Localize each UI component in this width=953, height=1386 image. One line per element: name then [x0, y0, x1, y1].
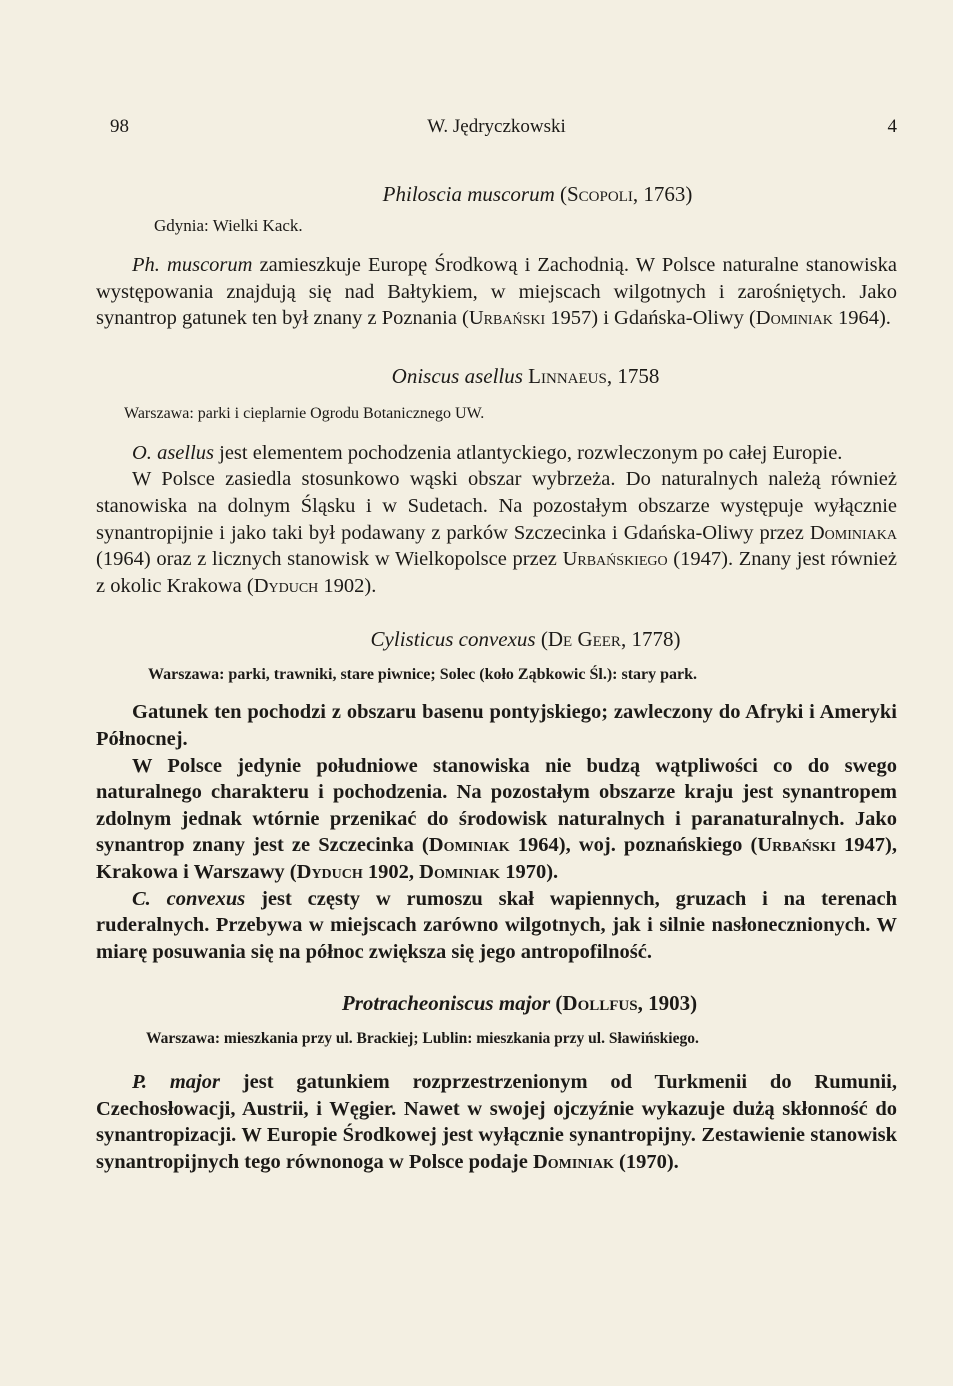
author-name: Dominiak [419, 860, 501, 883]
author-name: Urbańskiego [562, 548, 668, 571]
heading-genus: Philoscia [382, 182, 462, 206]
author-name: Dominiak [428, 834, 510, 857]
volume-number: 4 [887, 116, 897, 137]
heading-genus: Protracheoniscus [341, 991, 494, 1016]
heading-author: Scopoli [566, 182, 633, 206]
author-name: Urbański [757, 834, 836, 857]
author-name: Dominiaka [809, 521, 897, 544]
heading-paren: ( [540, 627, 548, 652]
species-epithet: convexus [166, 887, 246, 910]
paragraph-text: Gatunek ten pochodzi z obszaru basenu pontyjskiego; zawleczony do Afryki i Ameryki Północnej. [96, 701, 897, 750]
genus-abbreviation: O. [132, 441, 152, 464]
author-name: Urbański [468, 307, 546, 330]
paragraph-text: W Polsce zasiedla stosunkowo wąski obszar wybrzeża. Do naturalnych należą również stanowiska na dolnym Śląsku i w Sudetach. Na pozostałym obszarze występuje wyłącznie synantropijnie i jako taki był podawany z parków Szczecinka i Gdańska-Oliwy przez [96, 468, 897, 544]
paragraph-text: jest elementem pochodzenia atlantyckiego, rozwleczonym po całej Europie. [214, 441, 843, 464]
running-head [96, 112, 897, 142]
heading-species: major [498, 991, 551, 1016]
heading-author: Dollfus [562, 991, 638, 1016]
paragraph [96, 440, 897, 467]
paragraph-text: (1947). Znany jest również z okolic Krakowa ( [96, 548, 897, 597]
heading-species: convexus [458, 627, 536, 652]
paragraph-text: W Polsce jedynie południowe stanowiska nie budzą wątpliwości co do swego naturalnego charakteru i pochodzenia. Na pozostałym obszarze kraju jest synantropem zdolnym jednak wtórnie przenikać do środowisk naturalnych i paranaturalnych. Jako synantrop znany jest ze Szczecinka ( [96, 754, 897, 857]
page-number: 98 [110, 116, 129, 137]
paragraph-text: 1957) i Gdańska-Oliwy ( [545, 307, 756, 330]
genus-abbreviation: Ph. [132, 254, 160, 276]
section-protracheoniscus-major [96, 989, 897, 1175]
paragraph-text: 1964), woj. poznańskiego ( [509, 834, 758, 857]
paragraph-text: 1964). [832, 307, 891, 330]
heading-year: , 1903) [637, 991, 698, 1016]
heading-genus: Cylisticus [370, 627, 454, 652]
paragraph-text: 1970). [500, 860, 559, 883]
section-oniscus-asellus [96, 362, 897, 600]
species-epithet: major [169, 1071, 220, 1094]
locality: Warszawa: parki i cieplarnie Ogrodu Botanicznego UW. [124, 404, 485, 422]
paragraph-text: 1947), Krakowa i Warszawy ( [96, 834, 898, 883]
locality: Warszawa: parki, trawniki, stare piwnice; Solec (koło Ząbkowic Śl.): stary park. [148, 666, 698, 684]
species-heading [96, 625, 897, 653]
species-epithet: muscorum [167, 254, 253, 276]
section-philoscia-muscorum [96, 180, 897, 332]
paragraph-text: (1970). [613, 1151, 679, 1174]
heading-species: muscorum [467, 182, 555, 206]
genus-abbreviation: P. [132, 1071, 148, 1094]
heading-paren: ( [555, 991, 563, 1016]
species-epithet: asellus [157, 441, 215, 464]
genus-abbreviation: C. [132, 887, 151, 910]
locality: Gdynia: Wielki Kack. [154, 216, 303, 235]
paragraph [96, 753, 897, 886]
paragraph-text: 1902). [318, 574, 377, 597]
heading-paren: ( [559, 182, 567, 206]
paragraph [96, 252, 897, 332]
heading-author: Linnaeus [528, 363, 607, 388]
paragraph [96, 699, 897, 752]
heading-year: , 1763) [632, 182, 693, 206]
author-name: Dominiak [755, 307, 833, 330]
species-heading [96, 989, 897, 1017]
paragraph [96, 1069, 897, 1175]
paragraph [96, 466, 897, 599]
species-heading [96, 180, 897, 208]
heading-year: , 1778) [620, 627, 681, 652]
heading-genus: Oniscus [391, 363, 460, 388]
running-title: W. Jędryczkowski [427, 116, 566, 137]
paragraph-text: zamieszkuje Europę Środkową i Zachodnią. W Polsce naturalne stanowiska występowania znajdują się nad Bałtykiem, w miejscach wilgotnych i zarośniętych. Jako synantrop gatunek ten był znany z Poznania ( [96, 254, 898, 330]
heading-author: De Geer [547, 627, 621, 652]
paragraph-text: (1964) oraz z licznych stanowisk w Wielkopolsce przez [96, 548, 563, 571]
species-heading [96, 362, 897, 390]
heading-year: , 1758 [606, 363, 660, 388]
locality: Warszawa: mieszkania przy ul. Brackiej; Lublin: mieszkania przy ul. Sławińskiego. [146, 1030, 699, 1048]
heading-species: asellus [464, 363, 523, 388]
author-name: Dominiak [532, 1151, 614, 1174]
paragraph-text: jest gatunkiem rozprzestrzenionym od Turkmenii do Rumunii, Czechosłowacji, Austrii, i Węgier. Nawet w swojej ojczyźnie wykazuje dużą skłonność do synantropizacji. W Europie Środkowej jest wyłącznie synantropijny. Zestawienie stanowisk synantropijnych tego równonoga w Polsce podaje [96, 1071, 897, 1174]
section-cylisticus-convexus [96, 625, 897, 965]
paragraph-text: jest częsty w rumoszu skał wapiennych, gruzach i na terenach ruderalnych. Przebywa w miejscach zarówno wilgotnych, jak i silnie nasłonecznionych. W miarę posuwania się na północ zwiększa się jego antropofilność. [96, 887, 898, 963]
author-name: Dyduch [296, 860, 363, 883]
paragraph-text: 1902, [362, 860, 420, 883]
author-name: Dyduch [253, 574, 319, 597]
paragraph [96, 886, 897, 966]
